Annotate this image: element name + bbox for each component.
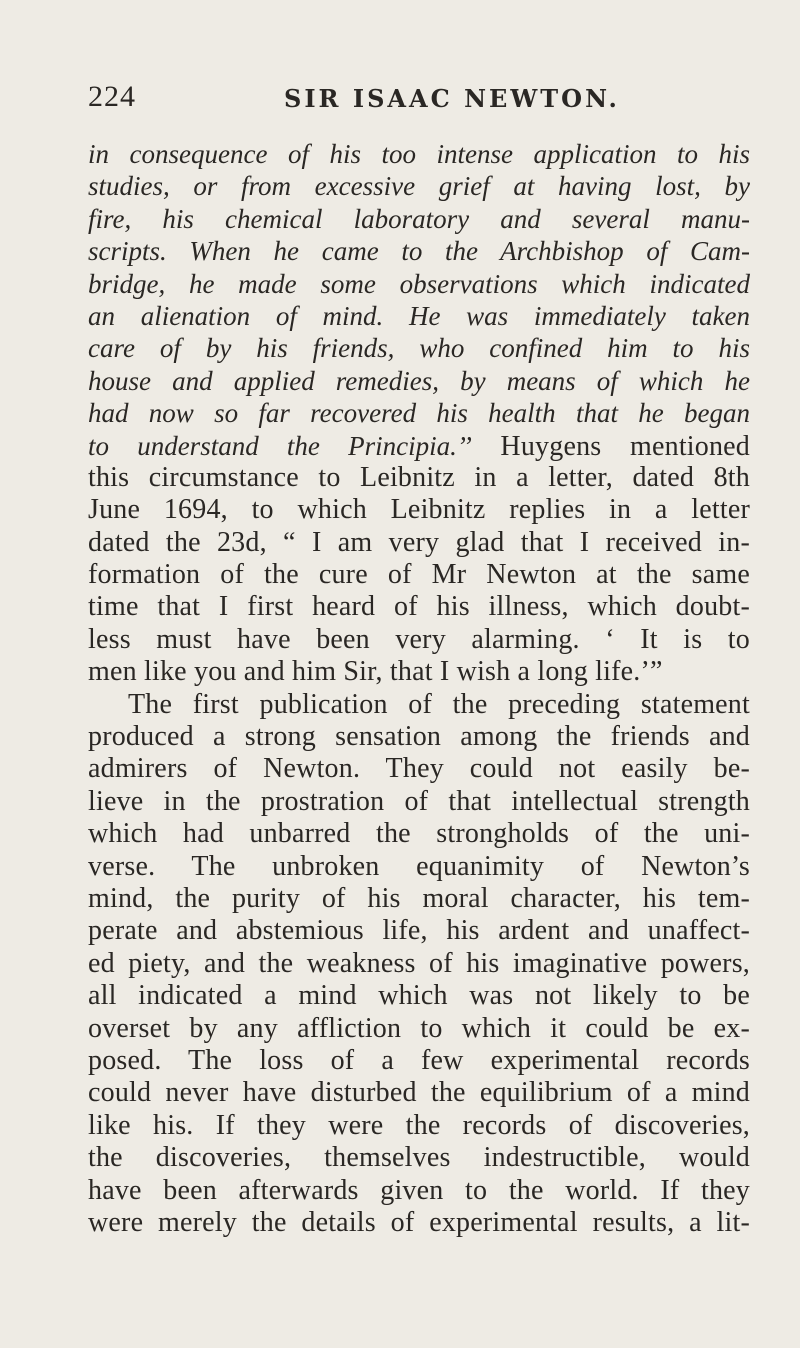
text-line: verse. The unbroken equanimity of Newton’s (88, 850, 750, 882)
text-line: formation of the cure of Mr Newton at the same (88, 559, 750, 591)
running-head (88, 80, 748, 120)
running-title: SIR ISAAC NEWTON. (284, 84, 620, 113)
text-line: could never have disturbed the equilibrium of a mind (88, 1077, 750, 1109)
text-line: this circumstance to Leibnitz in a letter, dated 8th (88, 461, 750, 493)
text-line: the discoveries, themselves indestructible, would (88, 1142, 750, 1174)
text-line: fire, his chemical laboratory and several manu- (88, 203, 750, 234)
text-line: scripts. When he came to the Archbishop of Cam- (88, 236, 750, 267)
text-line: which had unbarred the strongholds of the uni- (88, 818, 750, 850)
text-line: care of by his friends, who confined him to his (88, 333, 750, 364)
text-line: produced a strong sensation among the friends and (88, 721, 750, 753)
text-line-roman-part: Huygens mentioned (500, 430, 751, 462)
text-line: ed piety, and the weakness of his imaginative powers, (88, 947, 750, 979)
text-line: bridge, he made some observations which indicated (88, 268, 750, 299)
text-line: an alienation of mind. He was immediately taken (88, 300, 750, 331)
page-number: 224 (88, 80, 136, 113)
text-line: men like you and him Sir, that I wish a long life.’” (88, 656, 663, 688)
paragraph-first-line: The first publication of the preceding statement (128, 688, 750, 720)
text-line: house and applied remedies, by means of which he (88, 365, 750, 396)
text-line: studies, or from excessive grief at having lost, by (88, 171, 750, 202)
text-line: perate and abstemious life, his ardent and unaffect- (88, 915, 750, 947)
text-line: in consequence of his too intense application to his (88, 139, 750, 169)
text-line: June 1694, to which Leibnitz replies in a letter (88, 494, 750, 526)
text-line: mind, the purity of his moral character, his tem- (88, 882, 750, 914)
text-line: like his. If they were the records of discoveries, (88, 1109, 750, 1141)
text-line: have been afterwards given to the world. If they (88, 1174, 750, 1206)
text-line: time that I first heard of his illness, which doubt- (88, 591, 750, 623)
text-line: overset by any affliction to which it could be ex- (88, 1012, 750, 1044)
body-text (88, 138, 750, 1239)
text-line: all indicated a mind which was not likely to be (88, 980, 750, 1012)
text-line: less must have been very alarming. ‘ It is to (88, 623, 750, 655)
text-line: were merely the details of experimental results, a lit- (88, 1206, 750, 1238)
text-line-mixed (88, 430, 750, 462)
text-line-italic-part: to understand the Principia.’’ (88, 430, 472, 461)
text-line: posed. The loss of a few experimental records (88, 1044, 750, 1076)
text-line: lieve in the prostration of that intellectual strength (88, 785, 750, 817)
text-line: dated the 23d, “ I am very glad that I received in- (88, 526, 750, 558)
text-line: had now so far recovered his health that he began (88, 398, 750, 429)
text-line: admirers of Newton. They could not easily be- (88, 753, 750, 785)
